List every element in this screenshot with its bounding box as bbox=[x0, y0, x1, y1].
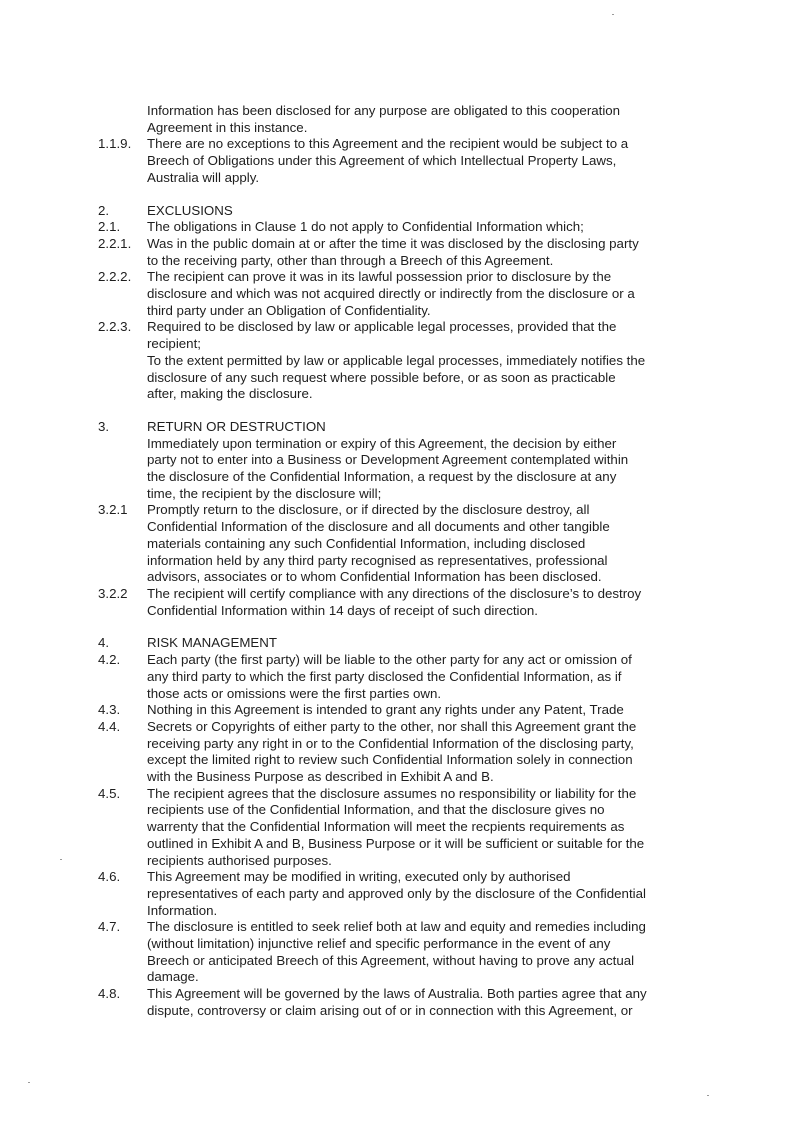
text-line: any third party to which the first party disclosed the Confidential Information, as if bbox=[147, 668, 622, 684]
clause-text bbox=[147, 269, 692, 319]
scan-speck bbox=[707, 1095, 709, 1096]
section-heading: RETURN OR DESTRUCTION bbox=[147, 418, 326, 434]
text-line: This Agreement will be governed by the laws of Australia. Both parties agree that any bbox=[147, 986, 647, 1002]
clause-number: 2.2.3. bbox=[98, 319, 132, 335]
text-line: materials containing any such Confidential Information, including disclosed bbox=[147, 535, 586, 551]
clause-2-2-3 bbox=[0, 319, 794, 403]
text-line: after, making the disclosure. bbox=[147, 386, 313, 402]
text-line: the disclosure of the Confidential Information, a request by the disclosure at any bbox=[147, 469, 617, 485]
text-line: Information has been disclosed for any purpose are obligated to this cooperation bbox=[147, 103, 621, 118]
clause-4-4 bbox=[0, 719, 794, 786]
text-line: disclosure and which was not acquired directly or indirectly from the disclosure or a bbox=[147, 286, 635, 302]
text-line: Promptly return to the disclosure, or if directed by the disclosure destroy, all bbox=[147, 502, 590, 518]
clause-number: 4.6. bbox=[98, 869, 121, 885]
clause-3-2-1 bbox=[0, 502, 794, 586]
clause-number: 1.1.9. bbox=[98, 136, 132, 152]
text-line: representatives of each party and approved only by the disclosure of the Confidential bbox=[147, 885, 646, 901]
clause-number: 3.2.2 bbox=[98, 585, 128, 601]
text-line: party not to enter into a Business or Development Agreement contemplated within bbox=[147, 452, 629, 468]
text-line: This Agreement may be modified in writing, executed only by authorised bbox=[147, 869, 571, 885]
clause-4-6 bbox=[0, 869, 794, 919]
text-line: The recipient can prove it was in its lawful possession prior to disclosure by the bbox=[147, 269, 612, 285]
clause-number: 2.2.2. bbox=[98, 269, 132, 285]
clause-text bbox=[147, 586, 692, 619]
section-2-heading bbox=[0, 203, 794, 220]
text-line: time, the recipient by the disclosure will; bbox=[147, 485, 382, 501]
clause-text bbox=[147, 219, 692, 236]
text-line: except the limited right to review such Confidential Information solely in connection bbox=[147, 752, 633, 768]
text-line: The recipient agrees that the disclosure assumes no responsibility or liability for the bbox=[147, 785, 637, 801]
clause-text bbox=[147, 319, 692, 403]
clause-number: 4.4. bbox=[98, 718, 121, 734]
clause-number: 4. bbox=[98, 635, 110, 651]
text-line: third party under an Obligation of Confidentiality. bbox=[147, 302, 431, 318]
clause-number: 4.7. bbox=[98, 919, 121, 935]
clause-text bbox=[147, 502, 692, 586]
text-line: Was in the public domain at or after the time it was disclosed by the disclosing party bbox=[147, 235, 639, 251]
clause-number: 4.5. bbox=[98, 785, 121, 801]
text-line: recipient; bbox=[147, 336, 201, 352]
scan-speck bbox=[612, 14, 614, 15]
clause-text bbox=[147, 986, 692, 1019]
text-line: (without limitation) injunctive relief and specific performance in the event of any bbox=[147, 936, 611, 952]
clause-text bbox=[147, 869, 692, 919]
clause-4-3 bbox=[0, 702, 794, 719]
clause-number: 2.2.1. bbox=[98, 235, 132, 251]
clause-number: 4.3. bbox=[98, 702, 121, 718]
text-line: advisors, associates or to whom Confidential Information has been disclosed. bbox=[147, 569, 602, 585]
text-line: warrenty that the Confidential Information will meet the recpients requirements as bbox=[147, 819, 625, 835]
clause-number: 2. bbox=[98, 202, 110, 218]
clause-continuation bbox=[0, 103, 794, 136]
text-line: Required to be disclosed by law or applicable legal processes, provided that the bbox=[147, 319, 617, 335]
text-line: Nothing in this Agreement is intended to grant any rights under any Patent, Trade bbox=[147, 702, 624, 718]
clause-text bbox=[147, 719, 692, 786]
text-line: Immediately upon termination or expiry of this Agreement, the decision by either bbox=[147, 435, 617, 451]
clause-number: 3. bbox=[98, 418, 110, 434]
text-line: There are no exceptions to this Agreement and the recipient would be subject to a bbox=[147, 136, 629, 152]
clause-2-2-1 bbox=[0, 236, 794, 269]
clause-3-2-2 bbox=[0, 586, 794, 619]
text-line: recipients authorised purposes. bbox=[147, 852, 332, 868]
clause-number: 3.2.1 bbox=[98, 502, 128, 518]
clause-text bbox=[147, 652, 692, 702]
text-line: EXCLUSIONS bbox=[147, 202, 233, 218]
text-line: recipients use of the Confidential Information, and that the disclosure gives no bbox=[147, 802, 605, 818]
clause-text bbox=[147, 919, 692, 986]
text-line: those acts or omissions were the first parties own. bbox=[147, 685, 442, 701]
text-line: Confidential Information of the disclosure and all documents and other tangible bbox=[147, 519, 610, 535]
clause-text bbox=[147, 786, 692, 870]
text-line: with the Business Purpose as described in Exhibit A and B. bbox=[147, 769, 494, 785]
text-line: The disclosure is entitled to seek relief both at law and equity and remedies including bbox=[147, 919, 646, 935]
text-line: The obligations in Clause 1 do not apply to Confidential Information which; bbox=[147, 219, 584, 235]
text-line: outlined in Exhibit A and B, Business Purpose or it will be sufficient or suitable for the bbox=[147, 835, 645, 851]
text-line: Confidential Information within 14 days of receipt of such direction. bbox=[147, 602, 538, 618]
section-heading bbox=[147, 635, 692, 652]
section-heading bbox=[147, 203, 692, 220]
clause-text bbox=[147, 136, 692, 186]
clause-number: 2.1. bbox=[98, 219, 121, 235]
clause-4-7 bbox=[0, 919, 794, 986]
clause-text bbox=[147, 702, 692, 719]
clause-text bbox=[147, 236, 692, 269]
clause-1-1-9 bbox=[0, 136, 794, 186]
text-line: Breech of Obligations under this Agreement of which Intellectual Property Laws, bbox=[147, 153, 617, 169]
text-line: Breech or anticipated Breech of this Agreement, without having to prove any actual bbox=[147, 952, 635, 968]
clause-number: 4.8. bbox=[98, 986, 121, 1002]
clause-4-5 bbox=[0, 786, 794, 870]
section-3 bbox=[0, 419, 794, 503]
text-line: Australia will apply. bbox=[147, 169, 260, 185]
text-line: damage. bbox=[147, 969, 199, 985]
section-4-heading bbox=[0, 635, 794, 652]
text-line: RISK MANAGEMENT bbox=[147, 635, 278, 651]
clause-2-2-2 bbox=[0, 269, 794, 319]
clause-4-2 bbox=[0, 652, 794, 702]
text-line: receiving party any right in or to the Confidential Information of the disclosing party, bbox=[147, 735, 634, 751]
text-line: The recipient will certify compliance with any directions of the disclosure’s to destroy bbox=[147, 585, 642, 601]
text-line: dispute, controversy or claim arising out of or in connection with this Agreement, or bbox=[147, 1002, 633, 1018]
text-line: information held by any third party recognised as representatives, professional bbox=[147, 552, 608, 568]
clause-text bbox=[147, 103, 692, 136]
text-line: Agreement in this instance. bbox=[147, 119, 308, 135]
text-line: disclosure of any such request where possible before, or as soon as practicable bbox=[147, 369, 616, 385]
text-line: Secrets or Copyrights of either party to the other, nor shall this Agreement grant the bbox=[147, 718, 637, 734]
document-body bbox=[0, 103, 794, 1020]
text-line: Information. bbox=[147, 902, 218, 918]
clause-text bbox=[147, 419, 692, 503]
text-line: To the extent permitted by law or applicable legal processes, immediately notifies the bbox=[147, 352, 646, 368]
clause-4-8 bbox=[0, 986, 794, 1019]
clause-number: 4.2. bbox=[98, 652, 121, 668]
text-line: to the receiving party, other than through a Breech of this Agreement. bbox=[147, 252, 554, 268]
clause-2-1 bbox=[0, 219, 794, 236]
text-line: Each party (the first party) will be liable to the other party for any act or omission of bbox=[147, 652, 632, 668]
scan-speck bbox=[28, 1082, 30, 1083]
